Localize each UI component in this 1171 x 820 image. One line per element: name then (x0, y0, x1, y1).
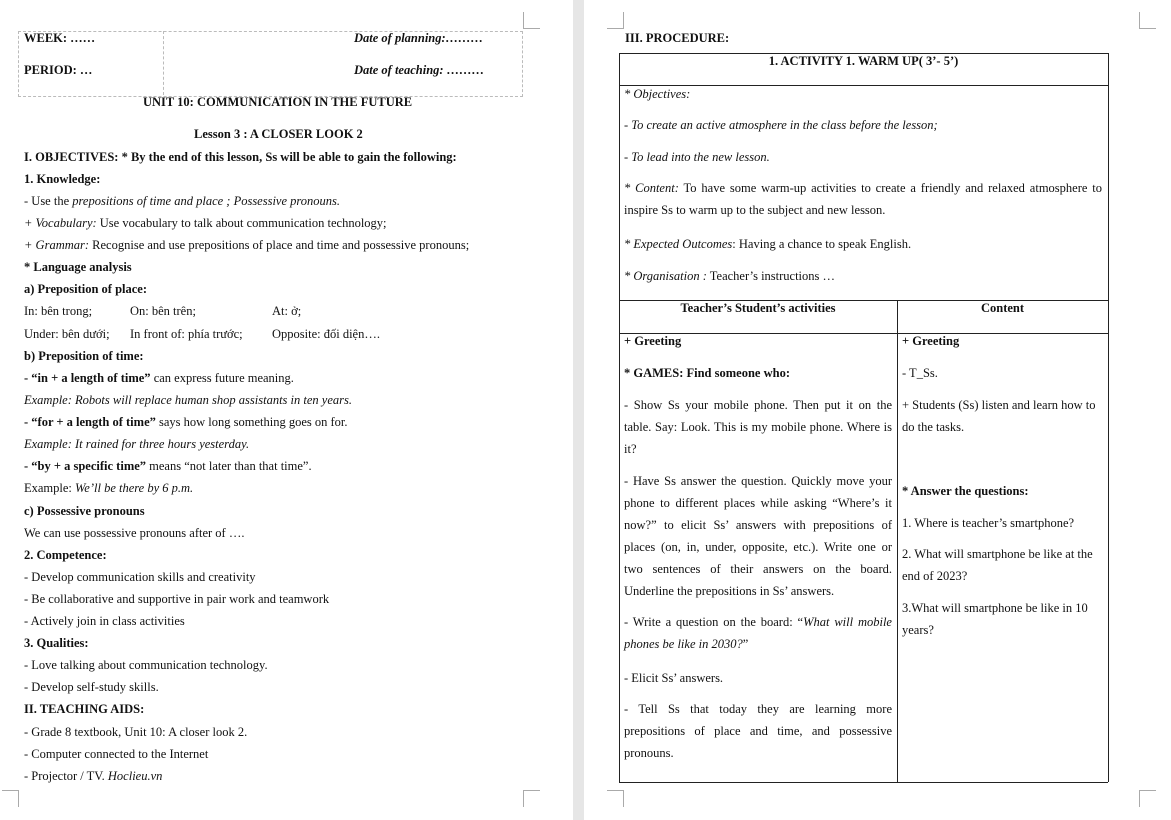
grammar-text: Recognise and use prepositions of place and time and possessive pronouns; (89, 238, 470, 252)
prep-at: At: ở; (272, 304, 302, 318)
table-border (619, 782, 1108, 783)
prep-time-heading: b) Preposition of time: (24, 349, 144, 363)
greeting-activity: + Greeting (624, 334, 682, 348)
write-suffix: ” (742, 637, 749, 651)
activity-title: 1. ACTIVITY 1. WARM UP( 3’- 5’) (768, 54, 959, 68)
page-corner-mark (523, 12, 540, 29)
greeting-content: + Greeting (902, 334, 960, 348)
competence-item: - Develop communication skills and creativity (24, 570, 256, 584)
possessive-heading: c) Possessive pronouns (24, 504, 145, 518)
teaching-aid-item: - Computer connected to the Internet (24, 747, 209, 761)
example-1 (24, 393, 352, 408)
aid-3-prefix: - Projector / TV. (24, 769, 108, 783)
by-time-text: means “not later than that time”. (146, 459, 312, 473)
column-header-activities: Teacher’s Student’s activities (680, 301, 836, 315)
prep-place-heading: a) Preposition of place: (24, 282, 148, 296)
document-page-right (584, 0, 1171, 820)
write-prefix: - Write a question on the board: “ (624, 615, 804, 629)
answer-questions-heading: * Answer the questions: (902, 484, 1029, 498)
for-length-bold: - “for + a length of time” (24, 415, 156, 429)
write-question-step (624, 611, 892, 655)
competence-heading: 2. Competence: (24, 548, 107, 562)
organisation (624, 269, 835, 284)
objectives-heading: I. OBJECTIVES: * By the end of this lesson, Ss will be able to gain the following: (24, 150, 457, 164)
qualities-heading: 3. Qualities: (24, 636, 89, 650)
procedure-heading: III. PROCEDURE: (625, 31, 730, 45)
page-corner-mark (2, 790, 19, 807)
objectives-label: * Objectives: (624, 87, 691, 101)
period-field: PERIOD: … (24, 63, 93, 77)
teaching-aids-heading: II. TEACHING AIDS: (24, 702, 145, 716)
write-italic: What will mobile phones be like in 2030? (624, 615, 892, 651)
knowledge-heading: 1. Knowledge: (24, 172, 101, 186)
content-paragraph (624, 177, 1102, 221)
week-field: WEEK: …… (24, 31, 96, 45)
use-line (24, 194, 340, 209)
example-1-label: Example (24, 393, 68, 407)
column-header-content: Content (980, 301, 1025, 315)
page-corner-mark (607, 790, 624, 807)
page-corner-mark (1139, 12, 1156, 29)
language-analysis-heading: * Language analysis (24, 260, 132, 274)
grammar-label: + Grammar: (24, 238, 90, 252)
in-length-bold: - “in + a length of time” (24, 371, 151, 385)
question-item: 2. What will smartphone be like at the end of 2023? (902, 547, 1093, 583)
outcomes-text: : Having a chance to speak English. (732, 237, 912, 251)
for-length-text: says how long something goes on for. (155, 415, 348, 429)
prep-under: Under: bên dưới; (24, 327, 110, 341)
students-content: + Students (Ss) listen and learn how to do the tasks. (902, 398, 1096, 434)
example-1-text: : Robots will replace human shop assistants in ten years. (67, 393, 352, 407)
for-length-rule (24, 415, 348, 430)
prep-in: In: bên trong; (24, 304, 93, 318)
show-phone-step: - Show Ss your mobile phone. Then put it on the table. Say: Look. This is my mobile phone. Where is it? (624, 398, 892, 456)
unit-title: UNIT 10: COMMUNICATION IN THE FUTURE (143, 95, 413, 109)
question-item: 3.What will smartphone be like in 10 years? (902, 601, 1088, 637)
teaching-aid-item: - Grade 8 textbook, Unit 10: A closer look 2. (24, 725, 248, 739)
competence-item: - Actively join in class activities (24, 614, 185, 628)
page-corner-mark (523, 790, 540, 807)
aid-3-italic: Hoclieu.vn (107, 769, 163, 783)
prep-in-front-of: In front of: phía trước; (130, 327, 243, 341)
example-3-label: Example: (24, 481, 76, 495)
qualities-item: - Develop self-study skills. (24, 680, 159, 694)
prep-opposite: Opposite: đối diện…. (272, 327, 380, 341)
table-border (1108, 53, 1109, 782)
vocab-text: Use vocabulary to talk about communication technology; (96, 216, 387, 230)
outcomes-label: * Expected Outcomes (624, 237, 733, 251)
use-prefix: - Use the (24, 194, 73, 208)
possessive-text: We can use possessive pronouns after of …. (24, 526, 245, 540)
in-length-text: can express future meaning. (150, 371, 294, 385)
qualities-item: - Love talking about communication technology. (24, 658, 268, 672)
by-time-bold: - “by + a specific time” (24, 459, 147, 473)
page-corner-mark (607, 12, 624, 29)
competence-item: - Be collaborative and supportive in pair work and teamwork (24, 592, 330, 606)
table-border (897, 300, 898, 782)
elicit-step: - Elicit Ss’ answers. (624, 671, 724, 685)
table-border (619, 333, 1108, 334)
organisation-label: * Organisation : (624, 269, 707, 283)
prep-on: On: bên trên; (130, 304, 196, 318)
header-table-divider (163, 31, 164, 95)
example-3-text: We’ll be there by 6 p.m. (75, 481, 194, 495)
example-3 (24, 481, 193, 496)
by-time-rule (24, 459, 312, 474)
example-2: Example: It rained for three hours yesterday. (24, 437, 250, 451)
page-corner-mark (1139, 790, 1156, 807)
content-label: * Content: (624, 181, 679, 195)
date-teaching-field: Date of teaching: ……… (354, 63, 485, 77)
table-border (619, 53, 620, 782)
use-italic: prepositions of time and place ; Possessive pronouns. (72, 194, 341, 208)
vocabulary-line (24, 216, 387, 231)
expected-outcomes (624, 237, 911, 252)
vocab-label: + Vocabulary: (24, 216, 97, 230)
objective-item: - To create an active atmosphere in the class before the lesson; (624, 118, 938, 132)
answer-step: - Have Ss answer the question. Quickly move your phone to different places while asking “Where’s it now?” to elicit Ss’ answers with prepositions of places (on, in, under, opposite, etc.). Write one or two sentences of their answers on the board. Underline the prepositions in Ss’ answers. (624, 474, 892, 598)
objective-item: - To lead into the new lesson. (624, 150, 770, 164)
tell-step: - Tell Ss that today they are learning more prepositions of place and time, and possessive pronouns. (624, 702, 892, 760)
lesson-title: Lesson 3 : A CLOSER LOOK 2 (194, 127, 363, 141)
games-heading: * GAMES: Find someone who: (624, 366, 790, 380)
in-length-rule (24, 371, 294, 386)
teaching-aid-item (24, 769, 162, 784)
organisation-text: Teacher’s instructions … (706, 269, 836, 283)
question-item: 1. Where is teacher’s smartphone? (902, 516, 1075, 530)
t-ss-content: - T_Ss. (902, 366, 938, 380)
grammar-line (24, 238, 469, 253)
date-planning-field: Date of planning:……… (354, 31, 484, 45)
content-text: To have some warm-up activities to create a friendly and relaxed atmosphere to inspire Ss to warm up to the subject and new lesson. (624, 181, 1102, 217)
document-page-left (0, 0, 573, 820)
table-border (619, 85, 1108, 86)
